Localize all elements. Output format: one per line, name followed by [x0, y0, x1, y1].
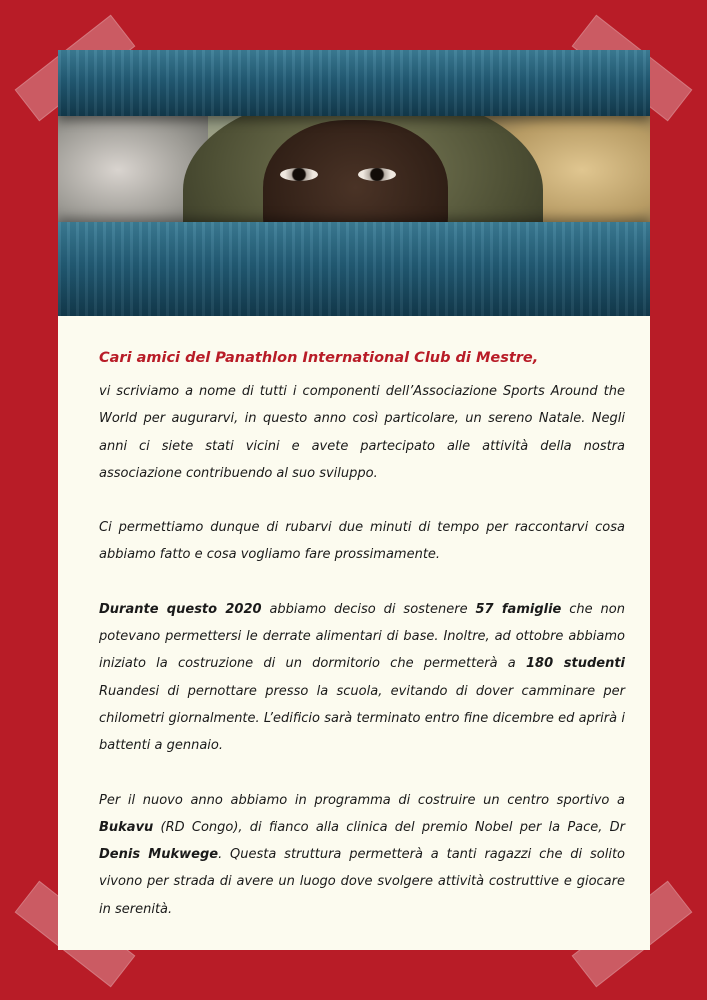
paragraph-intro: vi scriviamo a nome di tutti i componenti dell’Associazione Sports Around the World per augurarvi, in questo anno così particolare, un sereno Natale. Negli anni ci siete stati vicini e avete partecipato alle attività della nostra associazione contribuendo al suo sviluppo. [99, 384, 625, 481]
paragraph-2020-activities: Durante questo 2020 abbiamo deciso di sostenere 57 famiglie che non potevano permettersi le derrate alimentari di base. Inoltre, ad ottobre abbiamo iniziato la costruzione di un dormitorio che permetterà a 180 studenti Ruandesi di pernottare presso la scuola, evitando di dover camminare per chilometri giornalmente. L’edificio sarà terminato entro fine dicembre ed aprirà i battenti a gennaio. [99, 601, 625, 754]
child-eye-left [280, 168, 318, 181]
paragraph-next-year: Per il nuovo anno abbiamo in programma di costruire un centro sportivo a Bukavu (RD Congo), di fianco alla clinica del premio Nobel per la Pace, Dr Denis Mukwege. Questa struttura permetterà a tanti ragazzi che di solito vivono per strada di avere un luogo dove svolgere attività costruttive e giocare in serenità. [99, 792, 625, 917]
highlight-year: Durante questo 2020 [99, 601, 262, 617]
highlight-families: 57 famiglie [475, 601, 562, 617]
letter-body [99, 345, 625, 923]
child-eye-right [358, 168, 396, 181]
highlight-name: Denis Mukwege [99, 847, 219, 863]
highlight-students: 180 studenti [525, 656, 625, 672]
paragraph-purpose: Ci permettiamo dunque di rubarvi due minuti di tempo per raccontarvi cosa abbiamo fatto e cosa vogliamo fare prossimamente. [99, 520, 625, 563]
header-photo [58, 50, 650, 316]
letter-greeting: Cari amici del Panathlon International Club di Mestre, [99, 350, 539, 366]
letter-card [58, 50, 650, 950]
highlight-city: Bukavu [99, 819, 154, 835]
fence-plank-bottom [58, 222, 650, 316]
fence-plank-top [58, 50, 650, 116]
